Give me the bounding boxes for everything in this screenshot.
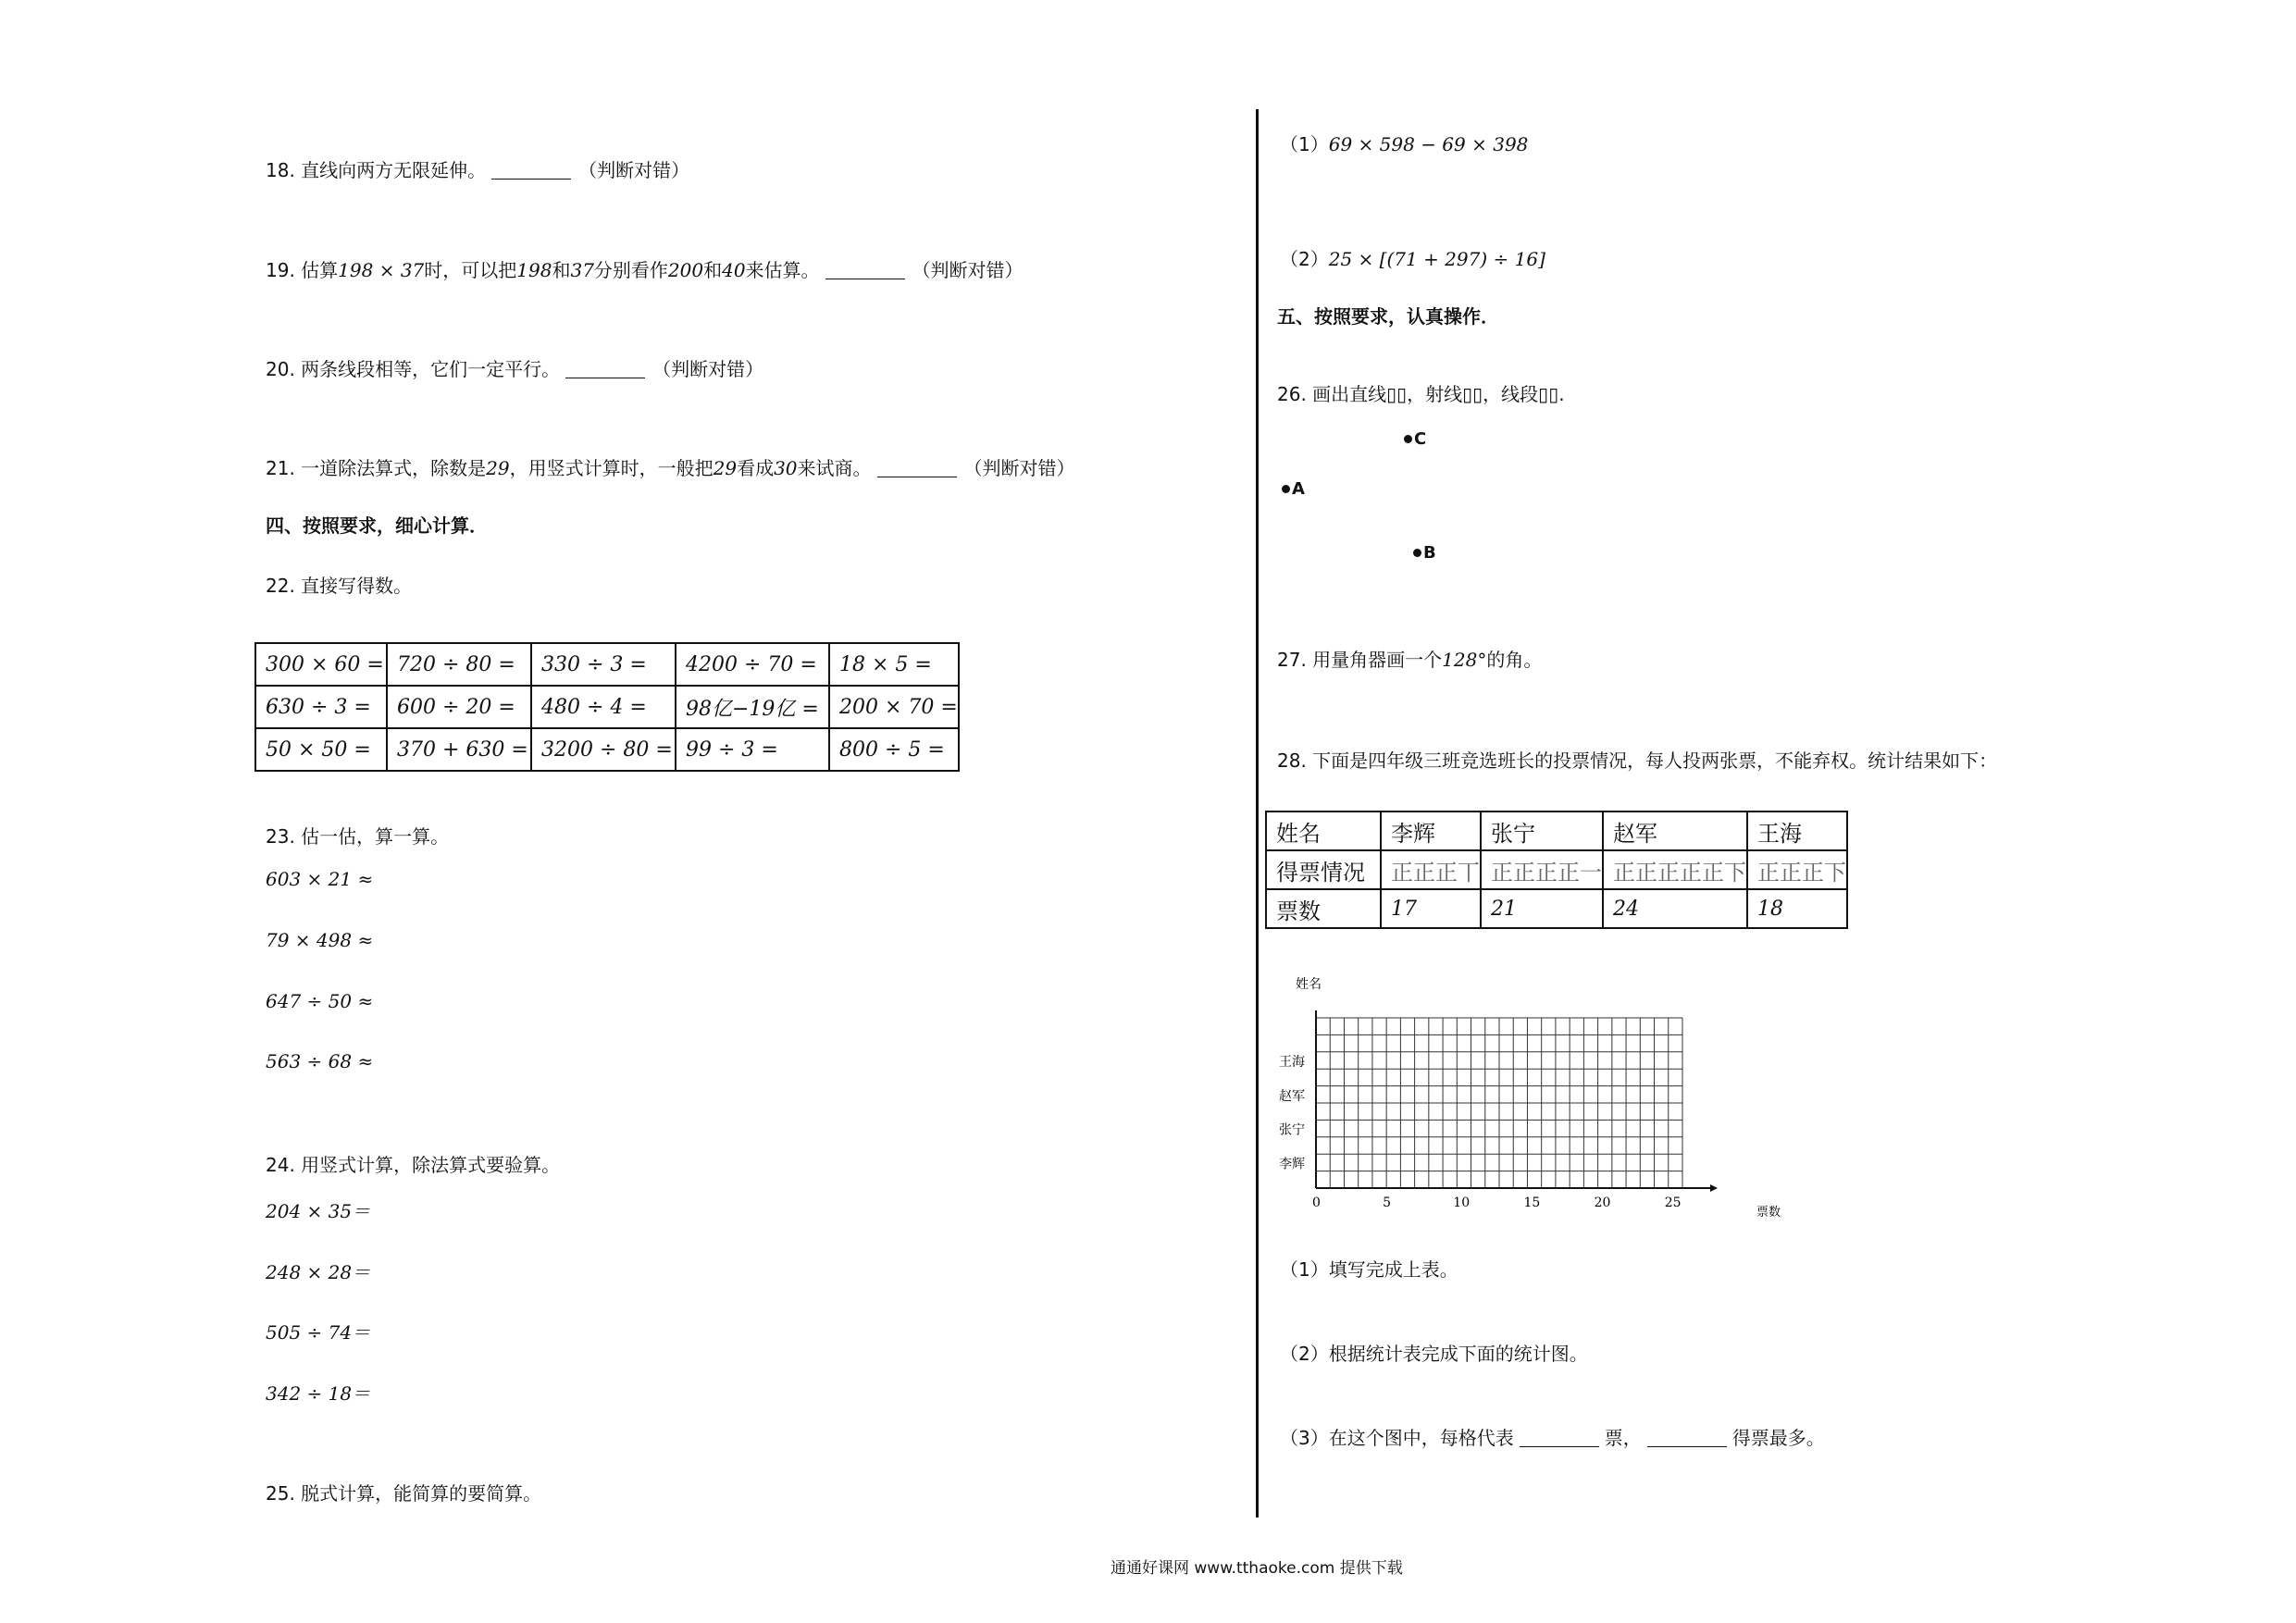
question-27: 27. 用量角器画一个128°的角。 <box>1277 649 1543 671</box>
calc-cell: 4200 ÷ 70 = <box>676 643 829 686</box>
sub-question-1: （1）填写完成上表。 <box>1280 1258 1458 1281</box>
footer-text: 通通好课网 www.tthaoke.com 提供下载 <box>1111 1559 1403 1578</box>
point-c: C <box>1404 429 1426 449</box>
tally-cell: 正正正丅 <box>1381 850 1481 889</box>
tally-cell: 正正正正一 <box>1481 850 1603 889</box>
table-header: 王海 <box>1747 812 1847 850</box>
category-label: 王海 <box>1279 1055 1305 1070</box>
x-tick-labels <box>1312 1196 1682 1210</box>
estimate-item: 79 × 498 ≈ <box>266 929 374 951</box>
vote-table <box>1265 811 1848 929</box>
calc-cell: 720 ÷ 80 = <box>387 643 531 686</box>
point-dot <box>1282 485 1290 493</box>
category-label: 李辉 <box>1279 1157 1305 1172</box>
calc-cell: 480 ÷ 4 = <box>531 686 676 728</box>
vertical-calc-item: 204 × 35＝ <box>266 1200 371 1222</box>
point-a: A <box>1282 479 1305 499</box>
calc-cell: 98亿−19亿 = <box>676 686 829 728</box>
tally-cell: 正正正正正下 <box>1603 850 1747 889</box>
x-tick-label: 10 <box>1453 1196 1471 1210</box>
question-26: 26. 画出直线▯▯，射线▯▯，线段▯▯. <box>1277 383 1565 405</box>
table-header: 张宁 <box>1481 812 1603 850</box>
calc-cell: 370 + 630 = <box>387 728 531 771</box>
chart-grid <box>1316 1018 1682 1188</box>
part-2-expression: （2）25 × [(71 + 297) ÷ 16] <box>1280 248 1545 270</box>
sub-question-3: （3）在这个图中，每格代表 票， 得票最多。 <box>1280 1427 1825 1449</box>
question-19: 19. 估算198 × 37时，可以把198和37分别看作200和40来估算。 （判断对错） <box>266 259 1024 281</box>
point-dot <box>1413 549 1421 557</box>
sub-question-2: （2）根据统计表完成下面的统计图。 <box>1280 1343 1588 1365</box>
x-tick-label: 25 <box>1664 1196 1682 1210</box>
question-25: 25. 脱式计算，能简算的要简算。 <box>266 1482 542 1505</box>
estimate-item: 603 × 21 ≈ <box>266 868 374 890</box>
category-label: 张宁 <box>1279 1122 1305 1138</box>
point-b: B <box>1413 543 1436 563</box>
table-header: 赵军 <box>1603 812 1747 850</box>
count-cell: 24 <box>1603 889 1747 928</box>
calc-cell: 630 ÷ 3 = <box>255 686 387 728</box>
y-axis-label: 姓名 <box>1296 977 1322 992</box>
table-row <box>255 728 959 771</box>
x-axis-arrow <box>1710 1184 1718 1192</box>
count-cell: 18 <box>1747 889 1847 928</box>
table-header: 李辉 <box>1381 812 1481 850</box>
category-labels <box>1279 1055 1305 1171</box>
question-22: 22. 直接写得数。 <box>266 575 413 597</box>
chart-axes <box>1316 1010 1718 1192</box>
vertical-calc-item: 505 ÷ 74＝ <box>266 1321 371 1344</box>
vertical-calc-item: 248 × 28＝ <box>266 1261 371 1283</box>
x-axis-label: 票数 <box>1756 1206 1781 1220</box>
calc-table <box>254 642 960 772</box>
answer-blank[interactable] <box>1520 1428 1599 1447</box>
question-18: 18. 直线向两方无限延伸。 （判断对错） <box>266 159 690 181</box>
question-20: 20. 两条线段相等，它们一定平行。 （判断对错） <box>266 358 764 380</box>
x-tick-label: 0 <box>1312 1196 1321 1210</box>
calc-cell: 200 × 70 = <box>829 686 959 728</box>
calc-cell: 99 ÷ 3 = <box>676 728 829 771</box>
answer-blank[interactable] <box>877 458 957 477</box>
part-1-expression: （1）69 × 598 − 69 × 398 <box>1280 133 1529 155</box>
section-5-heading: 五、按照要求，认真操作． <box>1277 305 1499 328</box>
calc-cell: 800 ÷ 5 = <box>829 728 959 771</box>
row-label: 票数 <box>1266 889 1381 928</box>
calc-cell: 3200 ÷ 80 = <box>531 728 676 771</box>
answer-blank[interactable] <box>491 160 571 180</box>
table-header: 姓名 <box>1266 812 1381 850</box>
row-label: 得票情况 <box>1266 850 1381 889</box>
section-4-heading: 四、按照要求，细心计算． <box>266 514 488 537</box>
estimate-item: 647 ÷ 50 ≈ <box>266 990 374 1012</box>
tally-cell: 正正正下 <box>1747 850 1847 889</box>
question-24: 24. 用竖式计算，除法算式要验算。 <box>266 1154 561 1176</box>
calc-cell: 300 × 60 = <box>255 643 387 686</box>
question-23: 23. 估一估，算一算。 <box>266 825 450 848</box>
x-tick-label: 5 <box>1383 1196 1392 1210</box>
column-divider <box>1256 109 1259 1518</box>
table-row <box>1266 812 1847 850</box>
calc-cell: 600 ÷ 20 = <box>387 686 531 728</box>
x-tick-label: 20 <box>1594 1196 1611 1210</box>
table-row <box>1266 889 1847 928</box>
point-dot <box>1404 435 1412 443</box>
vertical-calc-item: 342 ÷ 18＝ <box>266 1382 371 1405</box>
answer-blank[interactable] <box>1647 1428 1727 1447</box>
table-row <box>255 686 959 728</box>
question-28: 28. 下面是四年级三班竞选班长的投票情况，每人投两张票，不能弃权。统计结果如下： <box>1277 750 1998 772</box>
vote-bar-chart <box>1268 972 1795 1221</box>
answer-blank[interactable] <box>825 260 905 279</box>
table-row <box>1266 850 1847 889</box>
answer-blank[interactable] <box>565 359 645 378</box>
count-cell: 21 <box>1481 889 1603 928</box>
table-row <box>255 643 959 686</box>
question-21: 21. 一道除法算式，除数是29，用竖式计算时，一般把29看成30来试商。 （判断对错） <box>266 457 1075 479</box>
estimate-item: 563 ÷ 68 ≈ <box>266 1050 374 1072</box>
calc-cell: 330 ÷ 3 = <box>531 643 676 686</box>
category-label: 赵军 <box>1279 1088 1305 1104</box>
count-cell: 17 <box>1381 889 1481 928</box>
x-tick-label: 15 <box>1523 1196 1541 1210</box>
calc-cell: 50 × 50 = <box>255 728 387 771</box>
calc-cell: 18 × 5 = <box>829 643 959 686</box>
